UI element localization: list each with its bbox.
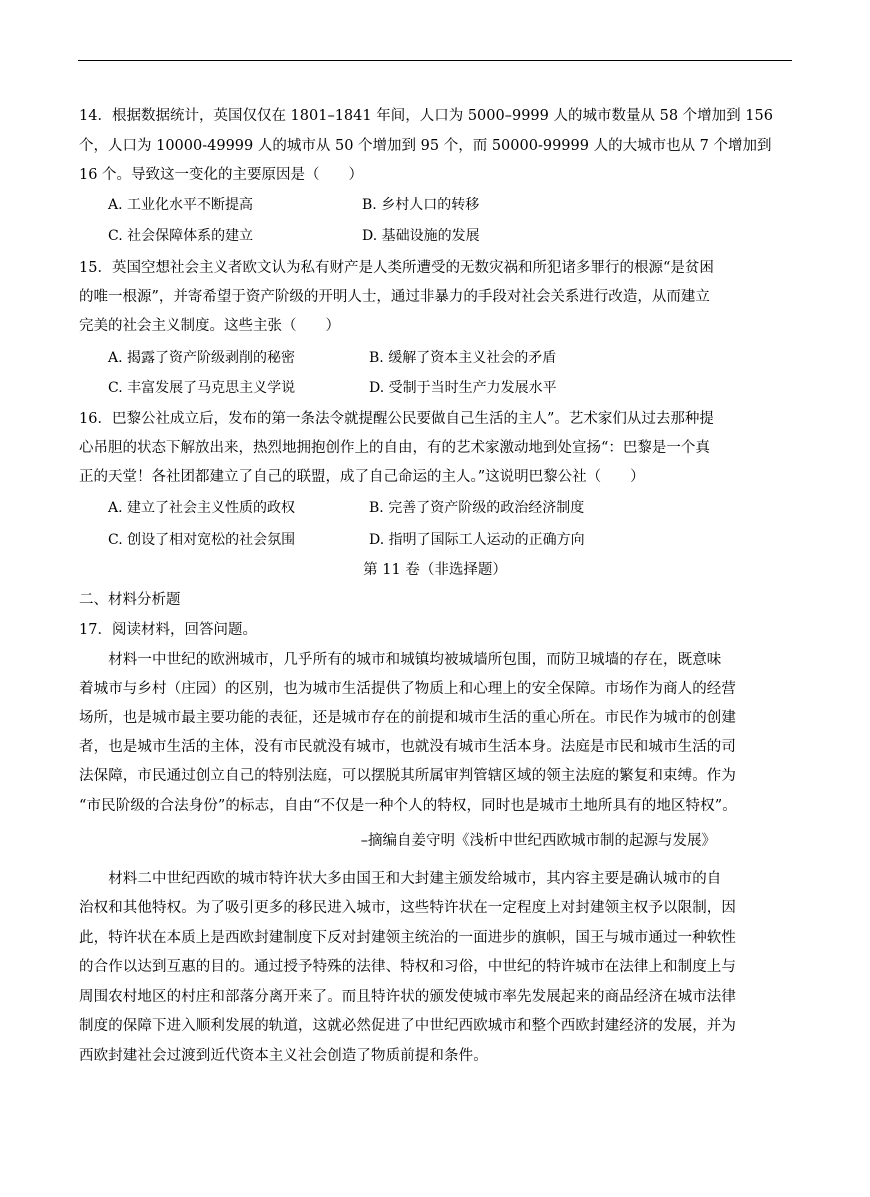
q14-option-a: [108, 196, 253, 214]
q16-option-c-text: C. 创设了相对宽松的社会氛围: [108, 532, 296, 548]
material2-line-5: 周围农村地区的村庄和部落分离开来了。而且特许状的颁发使城市率先发展起来的商品经济在城市法律: [79, 989, 736, 1005]
q14-option-a-text: A. 工业化水平不断提高: [108, 197, 254, 213]
material1-line-3: 场所，也是城市最主要功能的表征，还是城市存在的前提和城市生活的重心所在。市民作为城市的创建: [79, 710, 736, 726]
q16-option-d: [369, 531, 585, 549]
q15-option-c: [108, 379, 295, 397]
q16-line-1: 16．巴黎公社成立后，发布的第一条法令就提醒公民要做自己生活的主人”。艺术家们从过去那种提: [79, 411, 714, 427]
header-rule: [78, 60, 792, 61]
material1-line-1: 材料一中世纪的欧洲城市，几乎所有的城市和城镇均被城墙所包围，而防卫城墙的存在，既意味: [79, 652, 722, 668]
q16-option-d-text: D. 指明了国际工人运动的正确方向: [369, 532, 585, 548]
q15-option-b-text: B. 缓解了资本主义社会的矛盾: [369, 350, 557, 366]
material1-line-5: 法保障，市民通过创立自己的特别法庭，可以摆脱其所属审判管辖区域的领主法庭的繁复和束缚。作为: [79, 768, 736, 784]
q15-option-d: [369, 379, 557, 397]
q15-option-c-text: C. 丰富发展了马克思主义学说: [108, 380, 296, 396]
q16-line-2: 心吊胆的状态下解放出来，热烈地拥抱创作上的自由，有的艺术家激动地到处宣扬“：巴黎是一个真: [79, 440, 710, 456]
q15-line-2: 的唯一根源”，并寄希望于资产阶级的开明人士，通过非暴力的手段对社会关系进行改造，从而建立: [79, 289, 710, 305]
q14-option-b-text: B. 乡村人口的转移: [362, 197, 480, 213]
q15-line-3: 完美的社会主义制度。这些主张（ ）: [79, 318, 340, 334]
section-volume-title: 第 11 卷（非选择题）: [363, 562, 507, 578]
q14-option-d: [362, 227, 480, 245]
q14-option-b: [362, 196, 479, 214]
material1-line-6: “市民阶级的合法身份”的标志，自由“不仅是一种个人的特权，同时也是城市土地所具有的地区特权”。: [79, 798, 737, 814]
q14-option-d-text: D. 基础设施的发展: [362, 228, 480, 244]
q16-option-c: [108, 531, 295, 549]
material2-line-1: 材料二中世纪西欧的城市特许状大多由国王和大封建主颁发给城市，其内容主要是确认城市的自: [79, 871, 722, 887]
q16-line-3: 正的天堂！各社团都建立了自己的联盟，成了自己命运的主人。”这说明巴黎公社（ ）: [79, 469, 645, 485]
material1-source: –摘编自姜守明《浅析中世纪西欧城市制的起源与发展》: [360, 833, 716, 849]
q14-line-2: 个，人口为 10000-49999 人的城市从 50 个增加到 95 个，而 50000-99999 人的大城市也从 7 个增加到: [79, 138, 772, 154]
q17-intro: 17．阅读材料，回答问题。: [79, 622, 257, 638]
q15-option-b: [369, 349, 556, 367]
material2-line-2: 治权和其他特权。为了吸引更多的移民进入城市，这些特许状在一定程度上对封建领主权予以限制，因: [79, 900, 736, 916]
material2-line-3: 此，特许状在本质上是西欧封建制度下反对封建领主统治的一面进步的旗帜，国王与城市通过一种软性: [79, 930, 736, 946]
q14-option-c-text: C. 社会保障体系的建立: [108, 228, 254, 244]
q15-line-1: 15．英国空想社会主义者欧文认为私有财产是人类所遭受的无数灾祸和所犯诸多罪行的根源“是贫困: [79, 260, 714, 276]
section-heading: 二、材料分析题: [79, 592, 181, 608]
q14-line-1: 14．根据数据统计，英国仅仅在 1801–1841 年间，人口为 5000–9999 人的城市数量从 58 个增加到 156: [79, 108, 773, 124]
q15-option-a: [108, 349, 295, 367]
q15-option-d-text: D. 受制于当时生产力发展水平: [369, 380, 557, 396]
q16-option-a-text: A. 建立了社会主义性质的政权: [108, 500, 296, 516]
material1-line-2: 着城市与乡村（庄园）的区别，也为城市生活提供了物质上和心理上的安全保障。市场作为商人的经营: [79, 681, 736, 697]
material2-line-6: 制度的保障下进入顺利发展的轨道，这就必然促进了中世纪西欧城市和整个西欧封建经济的发展，并为: [79, 1018, 736, 1034]
q14-option-c: [108, 227, 253, 245]
q16-option-b-text: B. 完善了资产阶级的政治经济制度: [369, 500, 585, 516]
q15-option-a-text: A. 揭露了资产阶级剥削的秘密: [108, 350, 296, 366]
material1-line-4: 者，也是城市生活的主体，没有市民就没有城市，也就没有城市生活本身。法庭是市民和城市生活的司: [79, 739, 736, 755]
material2-line-7: 西欧封建社会过渡到近代资本主义社会创造了物质前提和条件。: [79, 1048, 488, 1064]
q14-line-3: 16 个。导致这一变化的主要原因是（ ）: [79, 167, 364, 183]
material2-line-4: 的合作以达到互惠的目的。通过授予特殊的法律、特权和习俗，中世纪的特许城市在法律上和制度上与: [79, 959, 736, 975]
q16-option-a: [108, 499, 295, 517]
q16-option-b: [369, 499, 584, 517]
